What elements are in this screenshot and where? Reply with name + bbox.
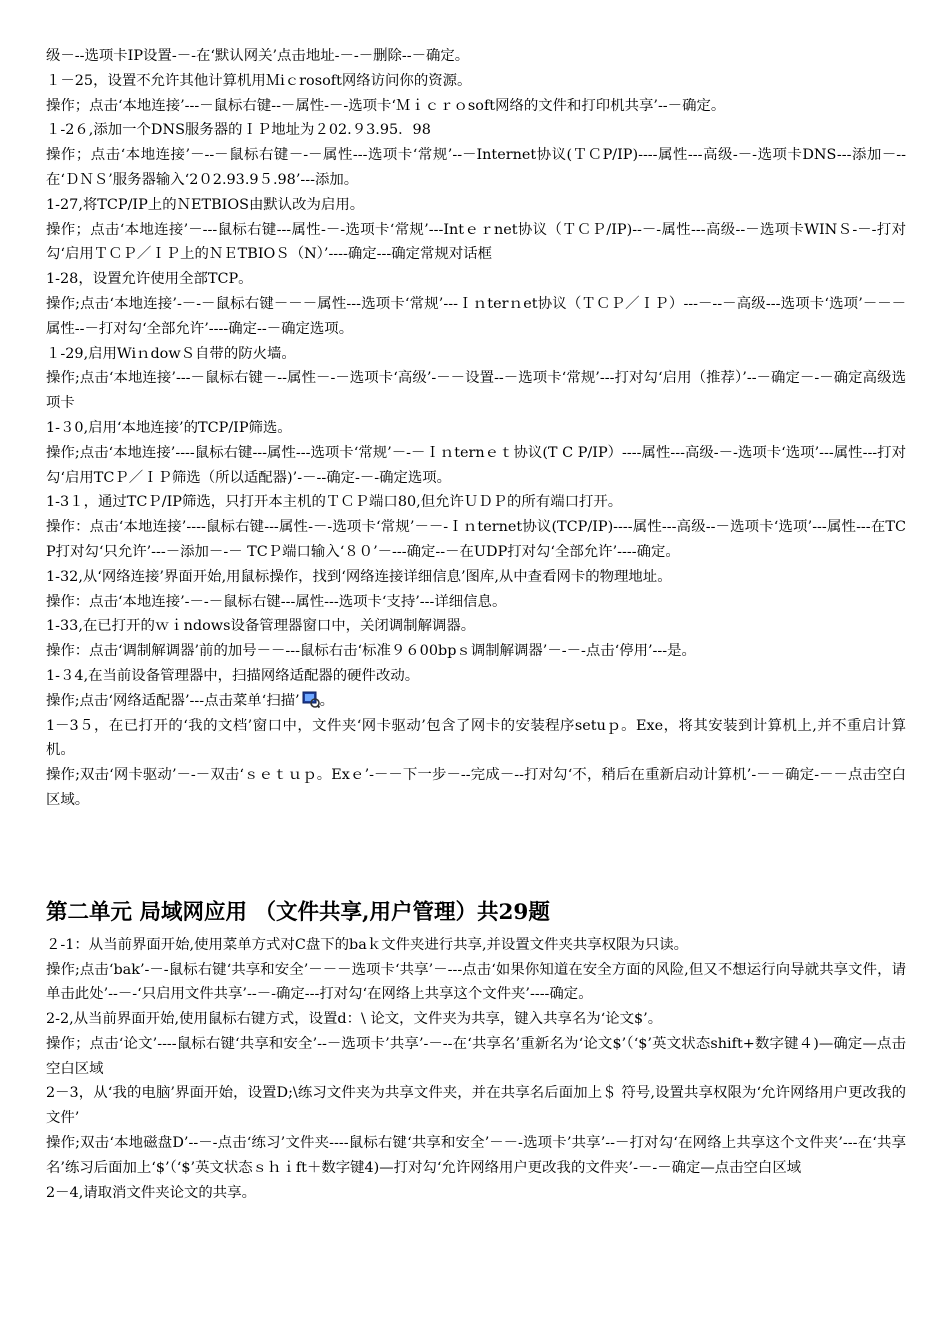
paragraph-line: 2-2,从当前界面开始,使用鼠标右键方式，设置d：\ 论文，文件夹为共享，键入共享名为‘论文$’。 [46, 1011, 663, 1028]
paragraph-line: 操作；点击‘本地连接’－--－鼠标右键－-－属性---选项卡‘常规’--－Internet协议(ＴＣP/IP)----属性---高级-－-选项卡DNS---添加－--在‘ＤＮＳ’服务器输入‘2０2.93.9５.98’---添加。 [46, 147, 906, 188]
paragraph-line: ２-1：从当前界面开始,使用菜单方式对C盘下的baｋ文件夹进行共享,并设置文件夹共享权限为只读。 [46, 936, 688, 953]
paragraph-line: 1-3１，通过TCＰ/IP筛选，只打开本主机的ＴＣＰ端口80,但允许ＵＤＰ的所有端口打开。 [46, 494, 623, 511]
section-two-title: 第二单元 局域网应用 （文件共享,用户管理）共29题 [46, 899, 550, 925]
paragraph-line: 操作：点击‘本地连接’----鼠标右键---属性-－-选项卡‘常规’－－-Ｉｎternet协议(TCP/IP)----属性---高级--－选项卡‘选项’---属性---在TCP打对勾‘只允许’---－添加－-－ TCＰ端口输入‘８０’－---确定--－在UDP打对勾‘全部允许’----确定。 [46, 519, 906, 560]
paragraph-line: 操作；点击‘本地连接’－---鼠标右键---属性-－-选项卡‘常规’---Intｅｒnet协议（ＴＣＰ/IP)--－-属性---高级--－选项卡WINＳ-－-打对勾‘启用ＴＣＰ／ＩＰ上的ＮＥTBIOＳ（N）’----确定---确定常规对话框 [46, 221, 906, 263]
paragraph-line: 1-３4,在当前设备管理器中，扫描网络适配器的硬件改动。 [46, 667, 420, 684]
paragraph-line: 操作;点击‘本地连接’-－-－鼠标右键－－－属性---选项卡‘常规’---Ｉｎterｎet协议（ＴＣＰ／ＩＰ）---－--－高级---选项卡‘选项’－－－属性--－打对勾‘全部允许’----确定--－确定选项。 [46, 295, 906, 337]
paragraph-line: 操作；点击‘论文’----鼠标右键‘共享和安全’--－选项卡’共享’-－--在‘共享名’重新名为‘论文$’（‘$’英文状态shift+数字键４)—确定—点击空白区域 [46, 1035, 906, 1077]
paragraph-line: 2－3，从‘我的电脑’界面开始，设置D;\练习文件夹为共享文件夹，并在共享名后面加上＄ 符号,设置共享权限为‘允许网络用户更改我的文件’ [46, 1085, 906, 1127]
paragraph-line: １-29,启用WiｎdowＳ自带的防火墙。 [46, 345, 296, 362]
paragraph-line: 1-32,从‘网络连接’界面开始,用鼠标操作，找到‘网络连接详细信息’图库,从中查看网卡的物理地址。 [46, 568, 672, 585]
paragraph-line: 操作;点击‘bak’-－-鼠标右键‘共享和安全’－－－选项卡‘共享’－---点击‘如果你知道在安全方面的风险,但又不想运行向导就共享文件，请单击此处’--－-‘只启用文件共享’--－-确定---打对勾‘在网络上共享这个文件夹’----确定。 [46, 961, 906, 1003]
paragraph-line: 1-３0,启用‘本地连接’的TCP/IP筛选。 [46, 419, 292, 436]
paragraph-line: 操作;点击‘本地连接’---－鼠标右键－--属性－-－选项卡‘高级’-－－设置--－选项卡‘常规’---打对勾‘启用（推荐）’--－确定－-－确定高级选项卡 [46, 370, 906, 412]
paragraph-line: 操作;双击‘本地磁盘D’--－-点击‘练习’文件夹----鼠标右键‘共享和安全’－－-选项卡’共享’--－打对勾‘在网络上共享这个文件夹’---在‘共享名’练习后面加上‘$’（‘$’英文状态ｓｈｉft＋数字键4)—打对勾‘允许网络用户更改我的文件夹’-－-－确定—点击空白区域 [46, 1135, 906, 1176]
paragraph-line: 1－3５，在已打开的‘我的文档’窗口中，文件夹‘网卡驱动’包含了网卡的安装程序setuｐ。Exe，将其安装到计算机上,并不重启计算机。 [46, 717, 906, 759]
document-page [46, 44, 906, 1205]
paragraph-line: 1-33,在已打开的ｗｉndows设备管理器窗口中，关闭调制解调器。 [46, 618, 476, 635]
section-two-body [46, 933, 906, 1206]
paragraph-line: １－25，设置不允许其他计算机用Ｍiｃrosoft网络访问你的资源。 [46, 72, 472, 89]
scan-hardware-icon [302, 690, 320, 708]
paragraph-line: 1-28，设置允许使用全部TCP。 [46, 271, 253, 288]
scan-line-suffix: 。 [319, 692, 335, 709]
paragraph-line: 2－4,请取消文件夹论文的共享。 [46, 1184, 256, 1201]
scan-instruction-line [46, 689, 906, 714]
paragraph-line: 操作：点击‘调制解调器’前的加号－－---鼠标右击‘标准９６00bpｓ调制解调器’－-－-点击‘停用’---是。 [46, 643, 696, 660]
paragraph-line: 操作；点击‘本地连接’---－鼠标右键--－属性-－-选项卡‘Ｍｉｃｒｏsoft网络的文件和打印机共享’--－确定。 [46, 97, 726, 114]
scan-line-text: 操作;点击‘网络适配器’---点击菜单‘扫描’ [46, 692, 300, 709]
section-one-body [46, 44, 906, 689]
paragraph-line: １-2６,添加一个DNS服务器的ＩＰ地址为２02.９3.95．98 [46, 122, 431, 139]
paragraph-line: 操作;双击‘网卡驱动’－-－双击‘ｓｅｔｕｐ。Exｅ’-－－下一步－--完成－--打对勾‘不，稍后在重新启动计算机’-－－确定-－－点击空白区域。 [46, 767, 906, 808]
paragraph-line: 操作：点击‘本地连接’-－-－鼠标右键---属性---选项卡‘支持’---详细信息。 [46, 593, 507, 610]
paragraph-line: 操作;点击‘本地连接’----鼠标右键---属性---选项卡‘常规’－-－Ｉｎternｅｔ协议(T C P/IP）----属性---高级-－-选项卡‘选项’---属性---打对勾‘启用TCＰ／ＩＰ筛选（所以适配器)’-－--确定-－-确定选项。 [46, 444, 906, 486]
paragraph-line: 级－--选项卡IP设置-－-在‘默认网关’点击地址-－-－删除--－确定。 [46, 48, 470, 64]
section-one-tail [46, 714, 906, 813]
paragraph-line: 1-27,将TCP/IP上的ＮETBIOS由默认改为启用。 [46, 196, 365, 213]
